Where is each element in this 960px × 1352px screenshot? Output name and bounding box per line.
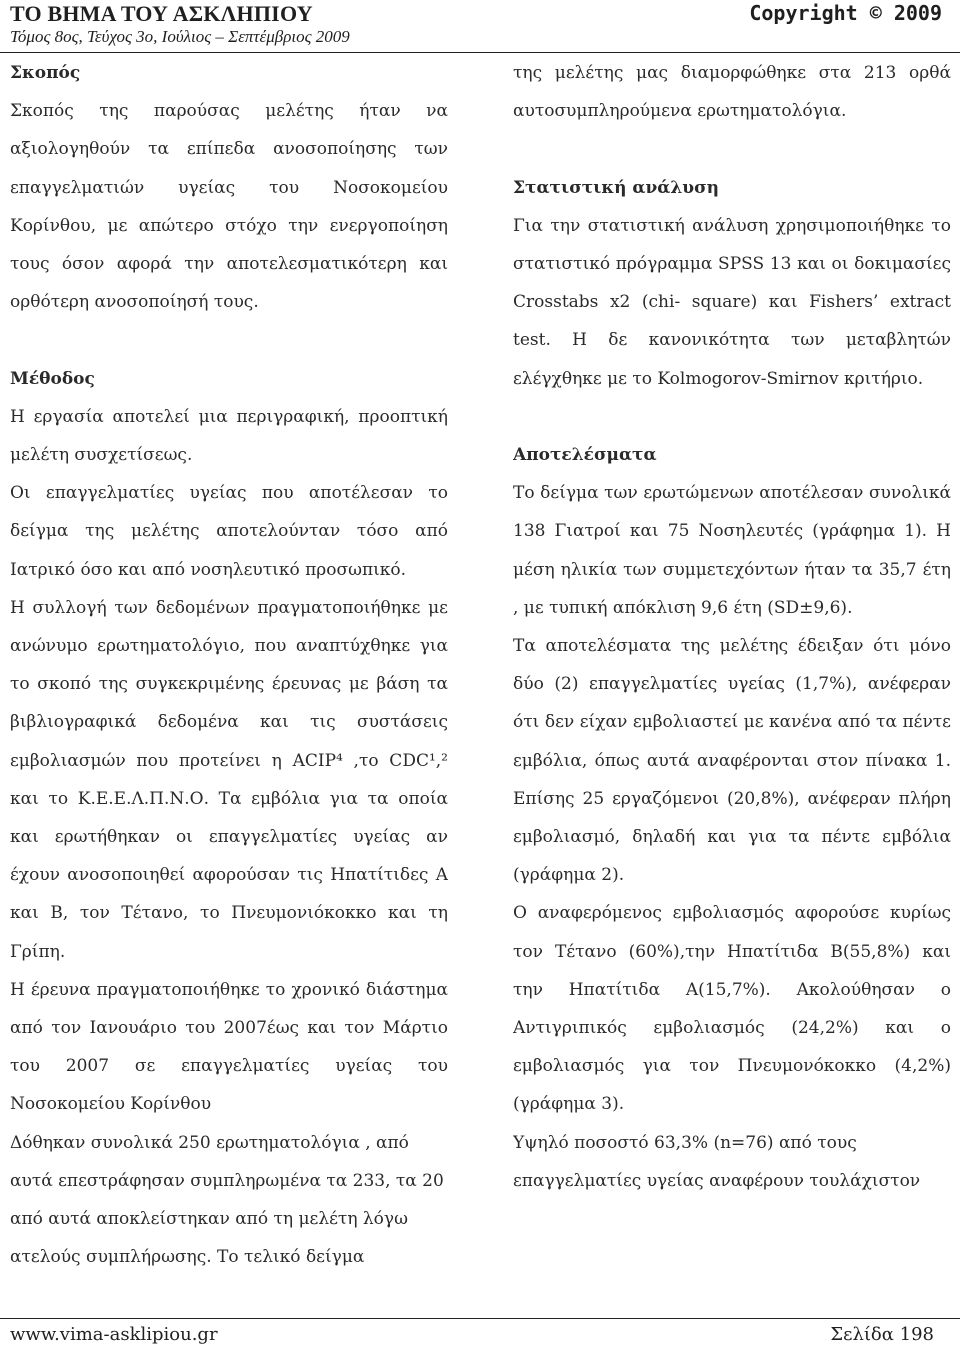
section-heading-method: Μέθοδος <box>10 368 95 389</box>
method-paragraph-3: Η συλλογή των δεδομένων πραγματοποιήθηκε με ανώνυμο ερωτηματολόγιο, που αναπτύχθηκε για το σκοπό της συγκεκριμένης έρευνας με βάση τα βιβλιογραφικά δεδομένα και τις συστάσεις εμβολιασμών που προτείνει η ACIP⁴ ,το CDC¹,² και το Κ.Ε.Ε.Λ.Π.Ν.Ο. Τα εμβόλια για τα οποία και ερωτήθηκαν οι επαγγελματίες υγείας αν έχουν ανοσοποιηθεί αφορούσαν τις Ηπατίτιδες Α και Β, τον Τέτανο, το Πνευμονιόκοκκο και τη Γρίπη. <box>10 597 448 962</box>
section-heading-statistics: Στατιστική ανάλυση <box>513 177 719 198</box>
spacer <box>10 321 448 359</box>
journal-title: ΤΟ ΒΗΜΑ ΤΟΥ ΑΣΚΛΗΠΙΟΥ <box>10 1 313 26</box>
method-paragraph-1: Η εργασία αποτελεί μια περιγραφική, προοπτική μελέτη συσχετίσεως. <box>10 406 448 466</box>
header-divider <box>0 52 960 53</box>
footer-divider <box>0 1318 960 1319</box>
right-column <box>513 54 951 1306</box>
page-number: Σελίδα 198 <box>830 1324 934 1345</box>
spacer <box>513 398 951 436</box>
section-heading-aim: Σκοπός <box>10 63 81 83</box>
results-paragraph-4: Υψηλό ποσοστό 63,3% (n=76) από τους επαγγελματίες υγείας αναφέρουν τουλάχιστον <box>513 1132 921 1191</box>
sample-continuation: της μελέτης μας διαμορφώθηκε στα 213 ορθά αυτοσυμπληρούμενα ερωτηματολόγια. <box>513 63 951 122</box>
method-paragraph-2: Οι επαγγελματίες υγείας που αποτέλεσαν το δείγμα της μελέτης αποτελούνταν τόσο από Ιατρικό όσο και από νοσηλευτικό προσωπικό. <box>10 483 448 580</box>
page-footer <box>0 1318 960 1352</box>
website-link[interactable]: www.vima-asklipiou.gr <box>10 1324 218 1345</box>
issue-info: Τόμος 8ος, Τεύχος 3ο, Ιούλιος – Σεπτέμβριος 2009 <box>10 27 350 46</box>
results-paragraph-1: Το δείγμα των ερωτώμενων αποτέλεσαν συνολικά 138 Γιατροί και 75 Νοσηλευτές (γράφημα 1). Η μέση ηλικία των συμμετεχόντων ήταν τα 35,7 έτη , με τυπική απόκλιση 9,6 έτη (SD±9,6). <box>513 483 951 618</box>
method-paragraph-4: Η έρευνα πραγματοποιήθηκε το χρονικό διάστημα από τον Ιανουάριο του 2007έως και τον Μάρτιο του 2007 σε επαγγελματίες υγείας του Νοσοκομείου Κορίνθου <box>10 979 448 1115</box>
left-column <box>10 54 448 1306</box>
spacer <box>513 130 951 168</box>
results-paragraph-2: Τα αποτελέσματα της μελέτης έδειξαν ότι μόνο δύο (2) επαγγελματίες υγείας (1,7%), ανέφεραν ότι δεν είχαν εμβολιαστεί με κανένα από τα πέντε εμβόλια, όπως αυτά αναφέρονται στον πίνακα 1. Επίσης 25 εργαζόμενοι (20,8%), ανέφεραν πλήρη εμβολιασμό, δηλαδή και για τα πέντε εμβόλια (γράφημα 2). <box>513 636 951 886</box>
results-paragraph-3: Ο αναφερόμενος εμβολιασμός αφορούσε κυρίως τον Τέτανο (60%),την Ηπατίτιδα Β(55,8%) και την Ηπατίτιδα Α(15,7%). Ακολούθησαν ο Αντιγριπικός εμβολιασμός (24,2%) και ο εμβολιασμός για τον Πνευμονόκοκκο (4,2%) (γράφημα 3). <box>513 903 951 1115</box>
statistics-paragraph: Για την στατιστική ανάλυση χρησιμοποιήθηκε το στατιστικό πρόγραμμα SPSS 13 και οι δοκιμασίες Crosstabs x2 (chi- square) και Fishers’ extract test. Η δε κανονικότητα των μεταβλητών ελέγχθηκε με το Kolmogorov-Smirnov κριτήριο. <box>513 215 951 389</box>
page-header <box>0 0 960 52</box>
aim-paragraph: Σκοπός της παρούσας μελέτης ήταν να αξιολογηθούν τα επίπεδα ανοσοποίησης των επαγγελματιών υγείας του Νοσοκομείου Κορίνθου, με απώτερο στόχο την ενεργοποίηση τους όσον αφορά την αποτελεσματικότερη και ορθότερη ανοσοποίησή τους. <box>10 101 448 313</box>
method-paragraph-5: Δόθηκαν συνολικά 250 ερωτηματολόγια , από αυτά επεστράφησαν συμπληρωμένα τα 233, τα 20 από αυτά αποκλείστηκαν από τη μελέτη λόγω ατελούς συμπλήρωσης. Το τελικό δείγμα <box>10 1132 444 1268</box>
copyright-notice: Copyright © 2009 <box>749 1 942 25</box>
section-heading-results: Αποτελέσματα <box>513 445 657 465</box>
